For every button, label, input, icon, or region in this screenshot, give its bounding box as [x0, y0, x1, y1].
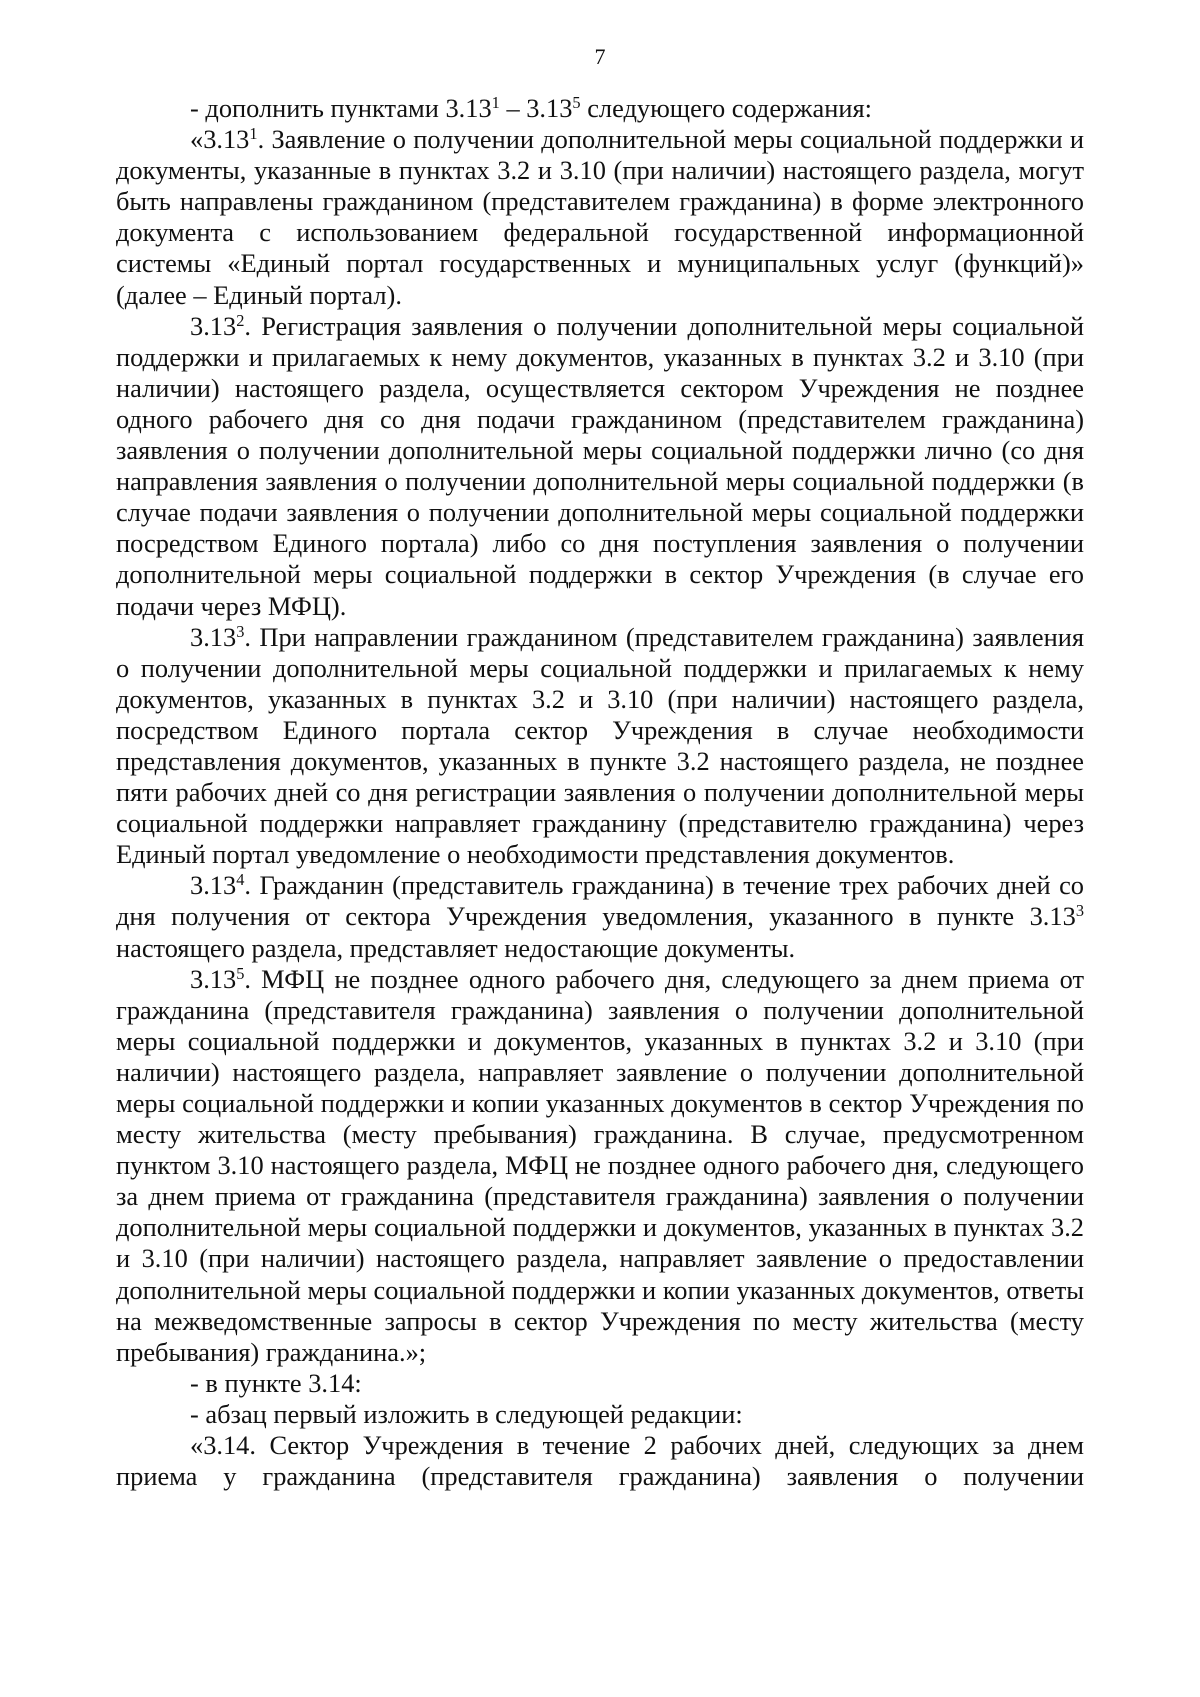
text-run: «3.13 — [190, 124, 250, 155]
paragraph-3-13-3 — [116, 622, 1084, 871]
superscript: 4 — [236, 870, 245, 890]
paragraph-3-13-4 — [116, 870, 1084, 963]
text-run: настоящего раздела, представляет недостающие документы. — [116, 932, 796, 963]
paragraph-3-13-5 — [116, 964, 1084, 1368]
text-run: - абзац первый изложить в следующей редакции: — [190, 1398, 743, 1429]
text-run: . Заявление о получении дополнительной меры социальной поддержки и документы, указанные в пунктах 3.2 и 3.10 (при наличии) настоящего раздела, могут быть направлены гражданином (представителем гражданина) в форме электронного документа с использованием федеральной государственной информационной системы «Единый портал государственных и муниципальных услуг (функций)» (далее – Единый портал). — [116, 124, 1084, 310]
paragraph-3-14-intro — [116, 1368, 1084, 1399]
text-run: 3.13 — [190, 621, 237, 652]
text-run: 3.13 — [190, 870, 237, 901]
paragraph-3-14-text — [116, 1430, 1084, 1492]
document-body — [116, 93, 1084, 1492]
superscript: 5 — [236, 963, 245, 983]
superscript: 1 — [249, 124, 258, 144]
text-run: 3.13 — [190, 963, 237, 994]
paragraph-3-14-abzac — [116, 1399, 1084, 1430]
superscript: 3 — [236, 621, 245, 641]
text-run: . МФЦ не позднее одного рабочего дня, следующего за днем приема от гражданина (представителя гражданина) заявления о получении дополнительной меры социальной поддержки и документов, указанных в пунктах 3.2 и 3.10 (при наличии) настоящего раздела, направляет заявление о получении дополнительной меры социальной поддержки и копии указанных документов в сектор Учреждения по месту жительства (месту пребывания) гражданина. В случае, предусмотренном пунктом 3.10 настоящего раздела, МФЦ не позднее одного рабочего дня, следующего за днем приема от гражданина (представителя гражданина) заявления о получении дополнительной меры социальной поддержки и документов, указанных в пунктах 3.2 и 3.10 (при наличии) настоящего раздела, направляет заявление о предоставлении дополнительной меры социальной поддержки и копии указанных документов, ответы на межведомственные запросы в сектор Учреждения по месту жительства (месту пребывания) гражданина.»; — [116, 963, 1084, 1367]
text-run: . Гражданин (представитель гражданина) в течение трех рабочих дней со дня получения от сектора Учреждения уведомления, указанного в пункте 3.13 — [116, 870, 1084, 932]
superscript: 1 — [491, 93, 500, 112]
superscript: 3 — [1075, 901, 1084, 921]
text-run: «3.14. Сектор Учреждения в течение 2 рабочих дней, следующих за днем приема у гражданина (представителя гражданина) заявления о получении — [116, 1430, 1084, 1492]
superscript: 2 — [236, 310, 245, 330]
text-run: - в пункте 3.14: — [190, 1367, 362, 1398]
paragraph-intro — [116, 93, 1084, 124]
text-run: следующего содержания: — [580, 93, 872, 123]
text-run: – 3.13 — [499, 93, 573, 123]
text-run: . При направлении гражданином (представителем гражданина) заявления о получении дополнительной меры социальной поддержки и прилагаемых к нему документов, указанных в пунктах 3.2 и 3.10 (при наличии) настоящего раздела, посредством Единого портала сектор Учреждения в случае необходимости представления документов, указанных в пункте 3.2 настоящего раздела, не позднее пяти рабочих дней со дня регистрации заявления о получении дополнительной меры социальной поддержки направляет гражданину (представителю гражданина) через Единый портал уведомление о необходимости представления документов. — [116, 621, 1084, 870]
superscript: 5 — [572, 93, 581, 112]
page-number: 7 — [594, 44, 606, 69]
text-run: 3.13 — [190, 310, 237, 341]
text-run: . Регистрация заявления о получении дополнительной меры социальной поддержки и прилагаемых к нему документов, указанных в пунктах 3.2 и 3.10 (при наличии) настоящего раздела, осуществляется сектором Учреждения не позднее одного рабочего дня со дня подачи гражданином (представителем гражданина) заявления о получении дополнительной меры социальной поддержки лично (со дня направления заявления о получении дополнительной меры социальной поддержки (в случае подачи заявления о получении дополнительной меры социальной поддержки посредством Единого портала) либо со дня поступления заявления о получении дополнительной меры социальной поддержки в сектор Учреждения (в случае его подачи через МФЦ). — [116, 310, 1084, 621]
paragraph-3-13-2 — [116, 311, 1084, 622]
paragraph-3-13-1 — [116, 124, 1084, 311]
text-run: - дополнить пунктами 3.13 — [190, 93, 492, 123]
